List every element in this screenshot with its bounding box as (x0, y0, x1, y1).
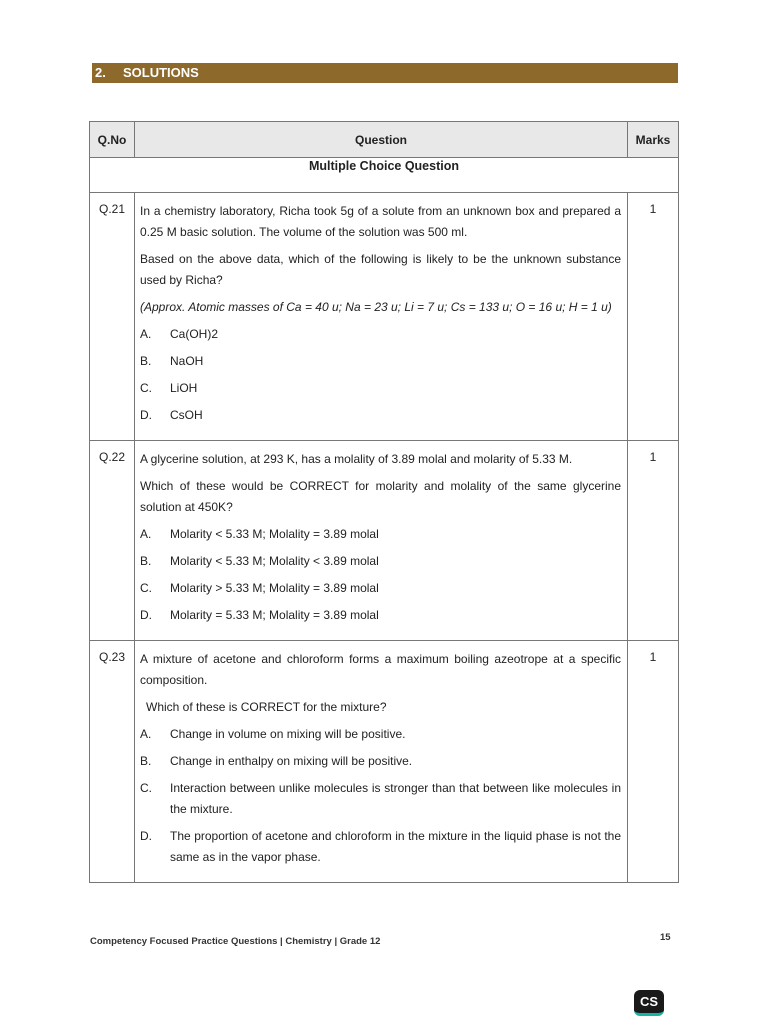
question-paragraph: Which of these is CORRECT for the mixture? (146, 700, 387, 714)
option-text: Ca(OH)2 (170, 327, 219, 341)
option-c (140, 578, 621, 599)
option-a (140, 324, 621, 345)
option-b (140, 551, 621, 572)
section-title: SOLUTIONS (123, 65, 199, 80)
option-letter: A. (140, 727, 152, 741)
page-footer: Competency Focused Practice Questions | Chemistry | Grade 12 (90, 936, 381, 947)
question-paragraph: Which of these would be CORRECT for molarity and molality of the same glycerine solution at 450K? (140, 479, 621, 514)
question-number: Q.21 (90, 193, 135, 441)
question-text (135, 641, 628, 883)
option-letter: C. (140, 781, 152, 795)
option-text: Molarity > 5.33 M; Molality = 3.89 molal (170, 581, 379, 595)
option-letter: B. (140, 354, 152, 368)
question-paragraph: In a chemistry laboratory, Richa took 5g of a solute from an unknown box and prepared a 0.25 M basic solution. The volume of the solution was 500 ml. (140, 204, 621, 239)
option-text: Interaction between unlike molecules is stronger than that between like molecules in the mixture. (170, 781, 621, 816)
mcq-subheader-row (90, 158, 679, 193)
option-b (140, 351, 621, 372)
option-letter: C. (140, 581, 152, 595)
option-a (140, 724, 621, 745)
question-marks: 1 (628, 641, 679, 883)
question-paragraph: A mixture of acetone and chloroform forms a maximum boiling azeotrope at a specific composition. (140, 652, 621, 687)
page-number: 15 (660, 932, 671, 943)
question-row-21 (90, 193, 679, 441)
question-text (135, 193, 628, 441)
option-text: Molarity < 5.33 M; Molality = 3.89 molal (170, 527, 379, 541)
option-letter: C. (140, 381, 152, 395)
option-text: Molarity = 5.33 M; Molality = 3.89 molal (170, 608, 379, 622)
option-c (140, 778, 621, 820)
header-question: Question (135, 122, 628, 158)
option-letter: D. (140, 829, 152, 843)
question-paragraph: Based on the above data, which of the following is likely to be the unknown substance used by Richa? (140, 252, 621, 287)
question-marks: 1 (628, 441, 679, 641)
option-text: NaOH (170, 354, 204, 368)
question-number: Q.23 (90, 641, 135, 883)
question-row-22 (90, 441, 679, 641)
question-marks: 1 (628, 193, 679, 441)
header-qno: Q.No (90, 122, 135, 158)
option-text: Change in enthalpy on mixing will be positive. (170, 754, 413, 768)
camscanner-logo: CS (634, 990, 664, 1016)
option-d (140, 405, 621, 426)
option-d (140, 826, 621, 868)
section-number: 2. (95, 65, 106, 80)
option-letter: D. (140, 408, 152, 422)
option-b (140, 751, 621, 772)
question-note: (Approx. Atomic masses of Ca = 40 u; Na = 23 u; Li = 7 u; Cs = 133 u; O = 16 u; H = 1 u) (140, 300, 612, 314)
option-text: Change in volume on mixing will be positive. (170, 727, 406, 741)
mcq-subheader: Multiple Choice Question (90, 158, 679, 193)
option-text: CsOH (170, 408, 203, 422)
question-row-23 (90, 641, 679, 883)
question-text (135, 441, 628, 641)
option-letter: A. (140, 327, 152, 341)
option-text: LiOH (170, 381, 198, 395)
questions-table (89, 121, 679, 883)
option-d (140, 605, 621, 626)
option-c (140, 378, 621, 399)
question-number: Q.22 (90, 441, 135, 641)
header-marks: Marks (628, 122, 679, 158)
question-paragraph: A glycerine solution, at 293 K, has a molality of 3.89 molal and molarity of 5.33 M. (140, 452, 573, 466)
table-header-row (90, 122, 679, 158)
option-letter: B. (140, 554, 152, 568)
option-a (140, 524, 621, 545)
option-letter: B. (140, 754, 152, 768)
option-letter: D. (140, 608, 152, 622)
option-letter: A. (140, 527, 152, 541)
section-title-bar (92, 63, 678, 83)
option-text: The proportion of acetone and chloroform in the mixture in the liquid phase is not the same as in the vapor phase. (170, 829, 621, 864)
option-text: Molarity < 5.33 M; Molality < 3.89 molal (170, 554, 379, 568)
